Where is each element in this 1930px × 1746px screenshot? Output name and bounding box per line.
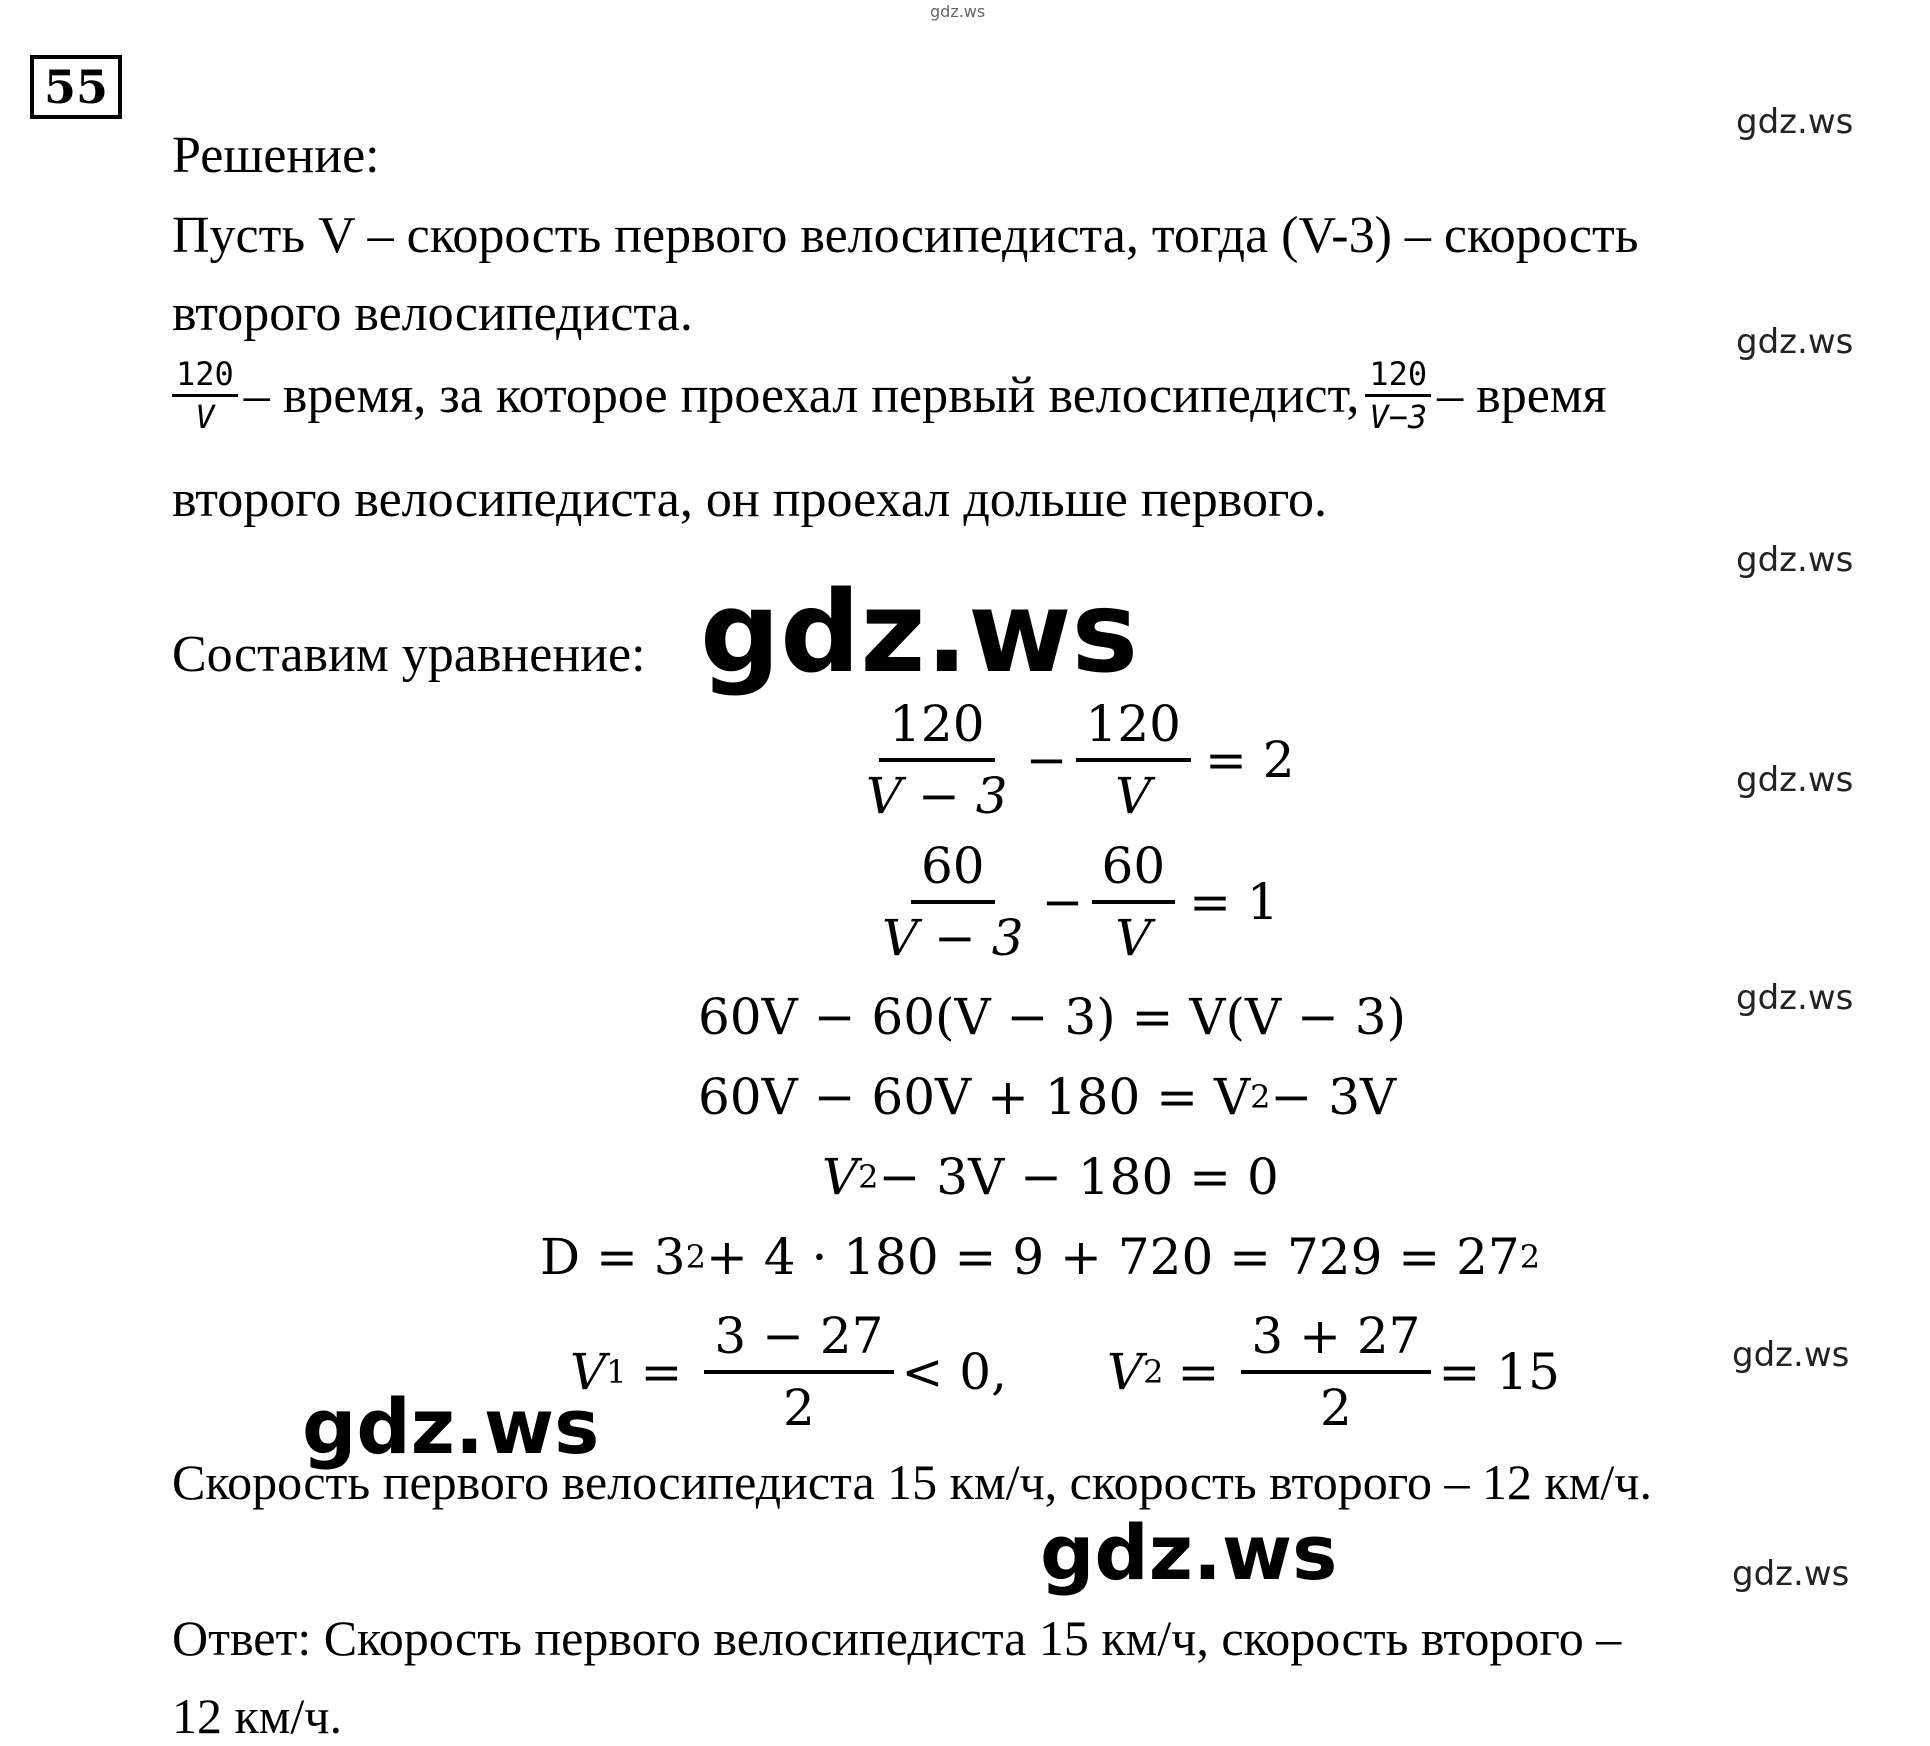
answer-line-1: Ответ: Скорость первого велосипедиста 15 км/ч, скорость второго – — [172, 1610, 1622, 1666]
watermark: gdz.ws — [1732, 1335, 1850, 1375]
fraction: $\frac{60}{V}$ — [1092, 836, 1176, 968]
watermark: gdz.ws — [1736, 978, 1854, 1018]
fraction: $\frac{60}{V - 3}$ — [882, 837, 1024, 967]
fraction: $\frac{120}{V}$ — [1076, 694, 1191, 826]
equation-4: 60V − 60V + 180 = V 2 − 3V — [698, 1068, 1397, 1126]
text-line-4: второго велосипедиста, он проехал дольше первого. — [172, 471, 1328, 528]
fraction-120-over-v: $\frac{120}{V}$ — [172, 356, 238, 435]
fraction-120-over-v-minus-3: $\frac{120}{V-3}$ — [1365, 356, 1431, 435]
watermark: gdz.ws — [1736, 102, 1854, 142]
equation-text: + 4 · 180 = 9 + 720 = 729 = 27 — [705, 1228, 1520, 1286]
fraction: $\frac{3 + 27}{2}$ — [1241, 1306, 1430, 1438]
equation-text: < 0, — [901, 1343, 1007, 1401]
text-line-1: Пусть V – скорость первого велосипедиста, тогда (V-3) – скорость — [172, 207, 1639, 264]
equation-intro: Составим уравнение: — [172, 626, 646, 683]
text-line-3-mid: – время, за которое проехал первый велосипедист, — [243, 366, 1360, 424]
equation-text: 60V − 60(V − 3) = V(V − 3) — [698, 988, 1407, 1046]
fraction: $\frac{120}{V - 3}$ — [866, 695, 1008, 825]
equation-1 — [848, 694, 1295, 826]
minus-sign: − — [1025, 731, 1068, 789]
text-line-2: второго велосипедиста. — [172, 285, 693, 342]
text-line-3-end: – время — [1437, 366, 1607, 424]
root-label: V — [570, 1343, 607, 1401]
root-label: V — [1107, 1343, 1144, 1401]
equation-roots: V 1 = $\frac{3 - 27}{2}$ < 0, V 2 = $\frac{3 + 27}{2}$ = 15 — [570, 1307, 1560, 1437]
equation-text: − 3V − 180 = 0 — [878, 1148, 1279, 1206]
watermark-large: gdz.ws — [1040, 1508, 1338, 1597]
solution-label: Решение: — [172, 127, 380, 184]
watermark-large: gdz.ws — [302, 1382, 600, 1471]
equation-text: 60V − 60V + 180 = V — [698, 1068, 1251, 1126]
watermark: gdz.ws — [1732, 1554, 1850, 1594]
result-text: Скорость первого велосипедиста 15 км/ч, скорость второго – 12 км/ч. — [172, 1454, 1652, 1510]
equation-text: V — [822, 1148, 859, 1206]
text-line-3 — [172, 356, 1607, 435]
fraction: $\frac{3 - 27}{2}$ — [704, 1306, 893, 1438]
answer-line-2: 12 км/ч. — [172, 1688, 342, 1744]
equation-5: V 2 − 3V − 180 = 0 — [822, 1148, 1279, 1206]
equation-text: − 3V — [1270, 1068, 1397, 1126]
watermark: gdz.ws — [1736, 322, 1854, 362]
equation-discriminant: D = 3 2 + 4 · 180 = 9 + 720 = 729 = 27 2 — [540, 1228, 1541, 1286]
watermark: gdz.ws — [1736, 760, 1854, 800]
equation-rhs: = 2 — [1204, 731, 1295, 789]
equals-sign: = — [1177, 1343, 1220, 1401]
equation-text: D = 3 — [540, 1228, 686, 1286]
equation-2 — [864, 836, 1279, 968]
problem-number: 55 — [30, 55, 122, 119]
watermark-large: gdz.ws — [700, 568, 1139, 698]
equation-text: = 15 — [1438, 1343, 1560, 1401]
minus-sign: − — [1041, 873, 1084, 931]
watermark: gdz.ws — [1736, 540, 1854, 580]
equals-sign: = — [640, 1343, 683, 1401]
equation-rhs: = 1 — [1189, 873, 1279, 931]
equation-3 — [698, 988, 1406, 1046]
watermark-top: gdz.ws — [930, 2, 986, 21]
